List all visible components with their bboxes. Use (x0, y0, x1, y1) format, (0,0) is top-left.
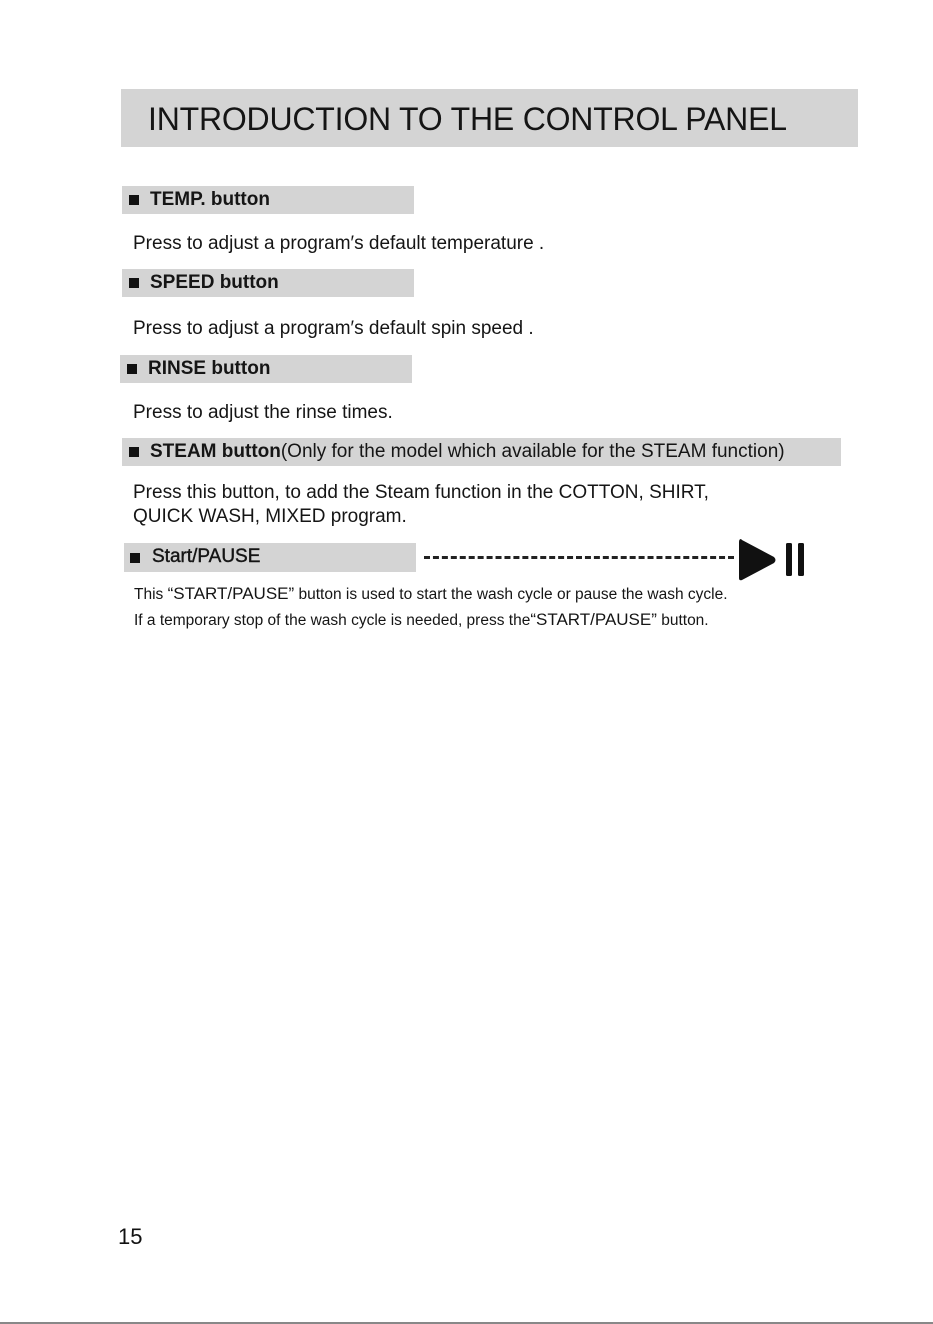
steam-heading-note: (Only for the model which available for the STEAM function) (280, 441, 785, 462)
rinse-heading-label: RINSE button (148, 358, 271, 379)
rinse-heading (120, 355, 412, 383)
steam-heading (122, 438, 841, 466)
start-pause-heading-label: Start/PAUSE (152, 546, 261, 567)
steam-description-line2: QUICK WASH, MIXED program. (133, 506, 407, 527)
bullet-square-icon (129, 278, 139, 288)
page-number: 15 (118, 1224, 143, 1249)
temp-heading-label: TEMP. button (150, 189, 270, 210)
temp-heading (122, 186, 414, 214)
bullet-square-icon (127, 364, 137, 374)
speed-heading (122, 269, 414, 297)
page-title: INTRODUCTION TO THE CONTROL PANEL (148, 101, 787, 137)
leader-dashes (424, 556, 734, 559)
steam-description-line1: Press this button, to add the Steam function in the COTTON, SHIRT, (133, 482, 709, 503)
bullet-square-icon (129, 195, 139, 205)
start-pause-heading (124, 543, 416, 572)
speed-description: Press to adjust a program′s default spin speed . (133, 318, 534, 339)
start-pause-description-line2: If a temporary stop of the wash cycle is needed, press the“START/PAUSE” button. (134, 610, 709, 629)
rinse-description: Press to adjust the rinse times. (133, 402, 393, 423)
title-bar (121, 89, 858, 147)
play-pause-icon (737, 537, 809, 583)
bullet-square-icon (130, 553, 140, 563)
bullet-square-icon (129, 447, 139, 457)
temp-description: Press to adjust a program′s default temperature . (133, 233, 545, 254)
steam-heading-label: STEAM button(Only for the model which available for the STEAM function) (150, 441, 785, 462)
speed-heading-label: SPEED button (150, 272, 279, 293)
start-pause-description-line1: This “START/PAUSE” button is used to start the wash cycle or pause the wash cycle. (134, 584, 728, 603)
